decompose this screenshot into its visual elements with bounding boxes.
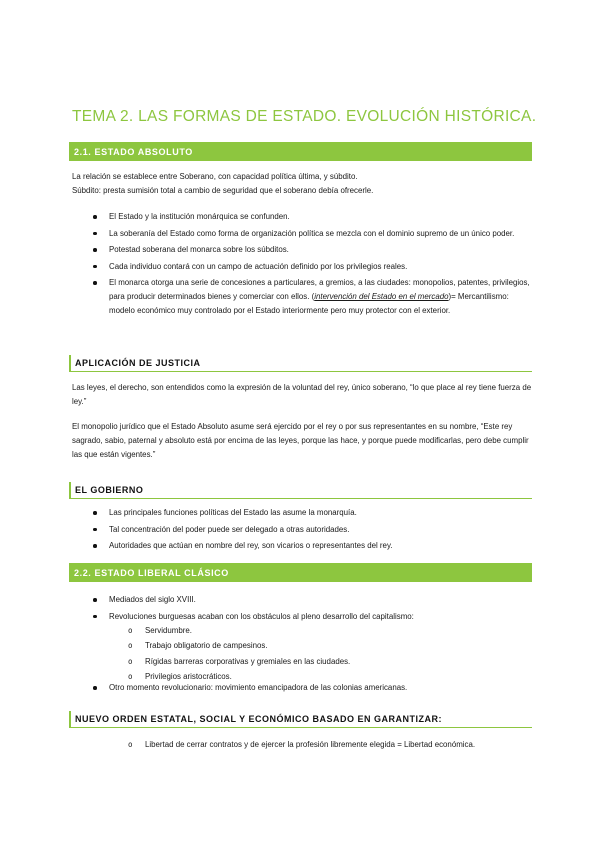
sub-list-nuevo-orden <box>128 738 498 753</box>
intervencion-link[interactable]: intervención del Estado en el mercado <box>314 292 449 301</box>
section-heading-estado-liberal: 2.2. ESTADO LIBERAL CLÁSICO <box>69 563 532 582</box>
list-item: Autoridades que actúan en nombre del rey, son vicarios o representantes del rey. <box>93 539 533 553</box>
bullet-list-gobierno <box>93 506 533 556</box>
list-item: Cada individuo contará con un campo de actuación definido por los privilegios reales. <box>93 260 533 274</box>
page-title: TEMA 2. LAS FORMAS DE ESTADO. EVOLUCIÓN HISTÓRICA. <box>72 108 537 125</box>
sub-list-item: o Trabajo obligatorio de campesinos. <box>128 639 528 653</box>
sub-list-item: o Privilegios aristocráticos. <box>128 670 528 684</box>
section-heading-estado-absoluto: 2.1. ESTADO ABSOLUTO <box>69 142 532 161</box>
list-item: Potestad soberana del monarca sobre los súbditos. <box>93 243 533 257</box>
list-item: Tal concentración del poder puede ser delegado a otras autoridades. <box>93 523 533 537</box>
list-item <box>93 276 533 318</box>
list-item: Otro momento revolucionario: movimiento emancipadora de las colonias americanas. <box>93 681 533 695</box>
bullet-list-revolucion <box>93 681 533 698</box>
list-item: La soberanía del Estado como forma de organización política se mezcla con el dominio supremo de un único poder. <box>93 227 533 241</box>
list-item: Mediados del siglo XVIII. <box>93 593 533 607</box>
list-item: El Estado y la institución monárquica se confunden. <box>93 210 533 224</box>
list-item: Revoluciones burguesas acaban con los obstáculos al pleno desarrollo del capitalismo: <box>93 610 533 624</box>
list-item-text: )= Mercantilismo: modelo económico muy controlado por el Estado interiormente pero muy protector con el exterior. <box>109 292 509 315</box>
list-item-text: El monarca otorga una serie de concesiones a particulares, a gremios, a las ciudades: monopolios, patentes, privilegios, para producir determinados bienes y comerciar con ellos. ( <box>109 278 530 301</box>
sub-list-item: o Rígidas barreras corporativas y gremiales en las ciudades. <box>128 655 528 669</box>
sub-list-obstaculos <box>128 624 528 685</box>
paragraph-relacion: La relación se establece entre Soberano, con capacidad política última, y súbdito. <box>72 172 358 181</box>
section-heading-aplicacion-justicia: APLICACIÓN DE JUSTICIA <box>69 355 532 372</box>
paragraph-subdito: Súbdito: presta sumisión total a cambio de seguridad que el soberano debía ofrecerle. <box>72 186 374 195</box>
bullet-list-estado-liberal <box>93 593 533 626</box>
list-item: Las principales funciones políticas del Estado las asume la monarquía. <box>93 506 533 520</box>
sub-list-item: o Libertad de cerrar contratos y de ejercer la profesión libremente elegida = Libertad económica. <box>128 738 498 752</box>
paragraph-monopolio: El monopolio jurídico que el Estado Absoluto asume será ejercido por el rey o por sus representantes en su nombre, “Este rey sagrado, sabio, paternal y absoluto está por encima de las leyes, porque las hace, y porque puede modificarlas, pero debe cumplir las que están vigentes.” <box>72 422 529 459</box>
paragraph-leyes: Las leyes, el derecho, son entendidos como la expresión de la voluntad del rey, único soberano, “lo que place al rey tiene fuerza de ley.” <box>72 383 532 406</box>
section-heading-gobierno: EL GOBIERNO <box>69 482 532 499</box>
sub-list-item: o Servidumbre. <box>128 624 528 638</box>
section-heading-nuevo-orden: NUEVO ORDEN ESTATAL, SOCIAL Y ECONÓMICO BASADO EN GARANTIZAR: <box>69 711 532 728</box>
bullet-list-estado-absoluto <box>93 210 533 321</box>
